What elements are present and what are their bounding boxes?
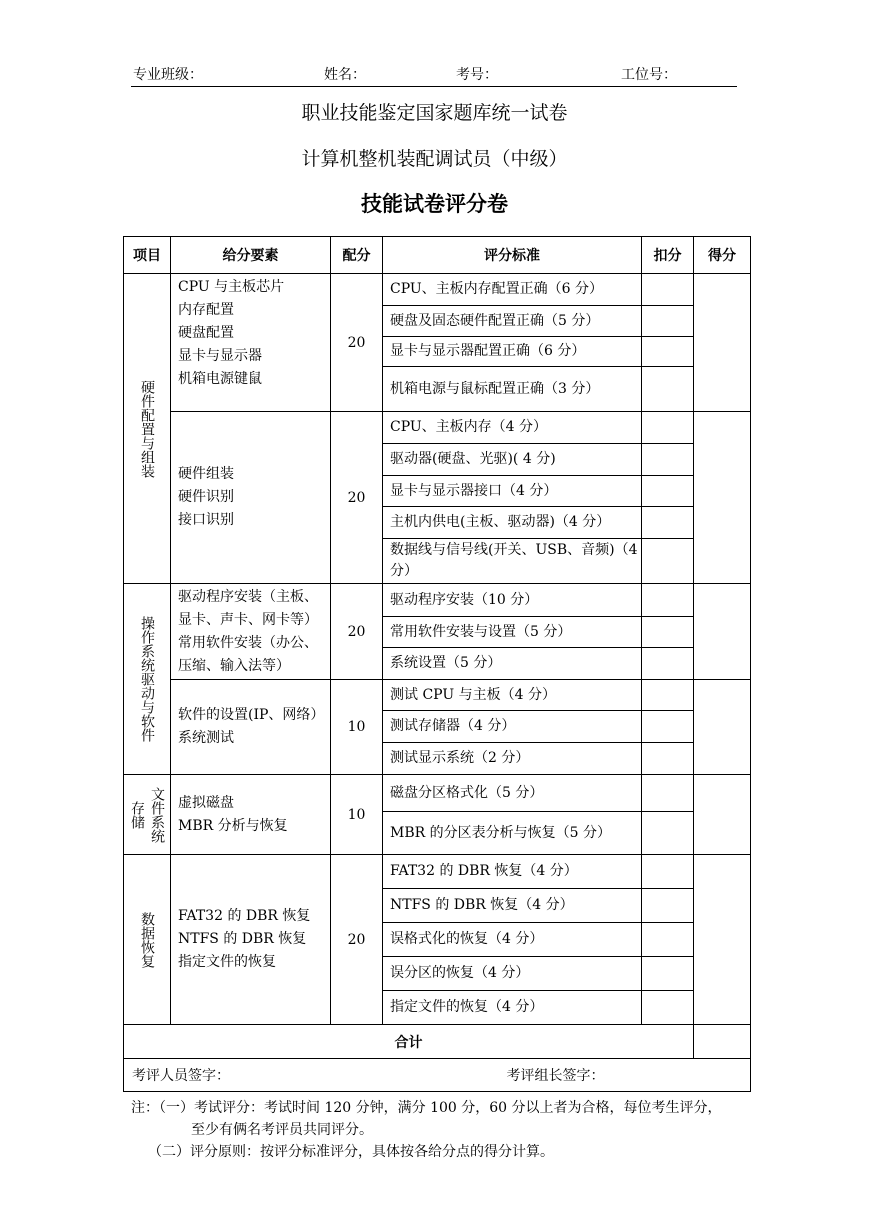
criterion-cell: 指定文件的恢复（4 分） <box>383 991 642 1025</box>
total-label: 合计 <box>124 1025 694 1059</box>
total-score-cell[interactable] <box>694 1025 751 1059</box>
criterion-cell: CPU、主板内存（4 分） <box>383 412 642 444</box>
criterion-cell: 机箱电源与鼠标配置正确（3 分） <box>383 367 642 412</box>
elements-cell: 驱动程序安装（主板、 显卡、声卡、网卡等） 常用软件安装（办公、 压缩、输入法等） <box>171 584 331 680</box>
criterion-cell: 显卡与显示器配置正确（6 分） <box>383 337 642 367</box>
deduct-cell[interactable] <box>642 743 694 775</box>
category-hardware: 硬件配置与组装 <box>124 274 171 584</box>
note-line: 至少有俩名考评员共同评分。 <box>191 1122 373 1138</box>
obtained-cell[interactable] <box>694 584 751 680</box>
criterion-cell: 驱动程序安装（10 分） <box>383 584 642 617</box>
header-score: 配分 <box>331 237 383 274</box>
header-elements: 给分要素 <box>171 237 331 274</box>
criterion-cell: MBR 的分区表分析与恢复（5 分） <box>383 812 642 855</box>
criterion-cell: 磁盘分区格式化（5 分） <box>383 775 642 812</box>
score-cell: 20 <box>331 584 383 680</box>
elements-cell: CPU 与主板芯片 内存配置 硬盘配置 显卡与显示器 机箱电源键鼠 <box>171 274 331 412</box>
deduct-cell[interactable] <box>642 889 694 923</box>
notes <box>131 1097 722 1163</box>
deduct-cell[interactable] <box>642 412 694 444</box>
deduct-cell[interactable] <box>642 539 694 584</box>
criterion-cell: 常用软件安装与设置（5 分） <box>383 617 642 648</box>
elements-cell: 虚拟磁盘 MBR 分析与恢复 <box>171 775 331 855</box>
name-label: 姓名： <box>324 67 366 83</box>
obtained-cell[interactable] <box>694 680 751 775</box>
examiner-signature-label: 考评人员签字： <box>132 1068 230 1084</box>
table-row <box>124 412 751 444</box>
deduct-cell[interactable] <box>642 855 694 889</box>
deduct-cell[interactable] <box>642 775 694 812</box>
deduct-cell[interactable] <box>642 680 694 711</box>
elements-cell: FAT32 的 DBR 恢复 NTFS 的 DBR 恢复 指定文件的恢复 <box>171 855 331 1025</box>
criterion-cell: 主机内供电(主板、驱动器)（4 分） <box>383 507 642 539</box>
criterion-cell: 误格式化的恢复（4 分） <box>383 923 642 957</box>
obtained-cell[interactable] <box>694 274 751 412</box>
criterion-cell: 测试 CPU 与主板（4 分） <box>383 680 642 711</box>
table-row <box>124 584 751 617</box>
deduct-cell[interactable] <box>642 584 694 617</box>
criterion-cell: 系统设置（5 分） <box>383 648 642 680</box>
header-item: 项目 <box>124 237 171 274</box>
category-recovery: 数据恢复 <box>124 855 171 1025</box>
score-cell: 20 <box>331 412 383 584</box>
table-row <box>124 680 751 711</box>
header-deduct: 扣分 <box>642 237 694 274</box>
note-line: 注：（一）考试评分：考试时间 120 分钟，满分 100 分，60 分以上者为合格，每位考生评分， <box>131 1100 722 1116</box>
deduct-cell[interactable] <box>642 923 694 957</box>
exam-title: 职业技能鉴定国家题库统一试卷 <box>301 102 568 124</box>
deduct-cell[interactable] <box>642 711 694 743</box>
signature-row <box>124 1059 751 1092</box>
table-row <box>124 775 751 812</box>
criterion-cell: 驱动器(硬盘、光驱)( 4 分) <box>383 444 642 476</box>
criterion-cell: 数据线与信号线(开关、USB、音频)（4 分） <box>383 539 642 584</box>
criterion-cell: NTFS 的 DBR 恢复（4 分） <box>383 889 642 923</box>
criterion-cell: CPU、主板内存配置正确（6 分） <box>383 274 642 306</box>
scoring-sheet-title: 技能试卷评分卷 <box>361 191 508 216</box>
elements-cell: 硬件组装 硬件识别 接口识别 <box>171 412 331 584</box>
signature-cell <box>124 1059 751 1092</box>
total-row <box>124 1025 751 1059</box>
elements-cell: 软件的设置(IP、网络） 系统测试 <box>171 680 331 775</box>
criterion-cell: 误分区的恢复（4 分） <box>383 957 642 991</box>
leader-signature-label: 考评组长签字： <box>506 1068 605 1084</box>
criterion-cell: 显卡与显示器接口（4 分） <box>383 476 642 507</box>
candidate-info-header <box>131 62 737 87</box>
obtained-cell[interactable] <box>694 855 751 1025</box>
obtained-cell[interactable] <box>694 775 751 855</box>
deduct-cell[interactable] <box>642 648 694 680</box>
deduct-cell[interactable] <box>642 476 694 507</box>
exam-subtitle: 计算机整机装配调试员（中级） <box>301 148 568 170</box>
criterion-cell: 硬盘及固态硬件配置正确（5 分） <box>383 306 642 337</box>
deduct-cell[interactable] <box>642 367 694 412</box>
deduct-cell[interactable] <box>642 991 694 1025</box>
note-line: （二）评分原则：按评分标准评分，具体按各给分点的得分计算。 <box>148 1144 554 1160</box>
deduct-cell[interactable] <box>642 337 694 367</box>
header-obtained: 得分 <box>694 237 751 274</box>
deduct-cell[interactable] <box>642 274 694 306</box>
table-header-row <box>124 237 751 274</box>
station-number-label: 工位号： <box>621 67 677 83</box>
category-os: 操作系统驱动与软件 <box>124 584 171 775</box>
score-cell: 20 <box>331 855 383 1025</box>
deduct-cell[interactable] <box>642 812 694 855</box>
deduct-cell[interactable] <box>642 444 694 476</box>
score-cell: 10 <box>331 680 383 775</box>
score-cell: 20 <box>331 274 383 412</box>
score-cell: 10 <box>331 775 383 855</box>
deduct-cell[interactable] <box>642 507 694 539</box>
header-criteria: 评分标准 <box>383 237 642 274</box>
exam-number-label: 考号： <box>456 67 498 83</box>
criterion-cell: 测试显示系统（2 分） <box>383 743 642 775</box>
deduct-cell[interactable] <box>642 306 694 337</box>
criterion-cell: FAT32 的 DBR 恢复（4 分） <box>383 855 642 889</box>
deduct-cell[interactable] <box>642 957 694 991</box>
category-storage: 存储 文件系统 <box>124 775 171 855</box>
deduct-cell[interactable] <box>642 617 694 648</box>
major-class-label: 专业班级： <box>133 67 203 83</box>
criterion-cell: 测试存储器（4 分） <box>383 711 642 743</box>
scoring-table <box>123 236 751 1092</box>
table-row <box>124 855 751 889</box>
obtained-cell[interactable] <box>694 412 751 584</box>
table-row <box>124 274 751 306</box>
